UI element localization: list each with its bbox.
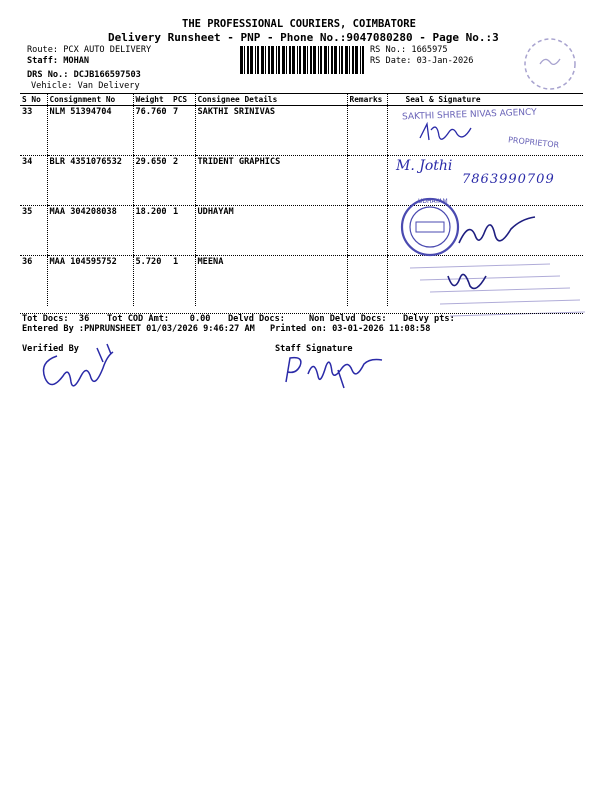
- cell-consignee: MEENA: [195, 256, 347, 306]
- barcode-bar: [360, 46, 361, 74]
- stamp-proprietor: PROPRIETOR: [507, 135, 560, 150]
- barcode-bar: [331, 46, 333, 74]
- cell-consignee: UDHAYAM: [195, 206, 347, 256]
- cell-remarks: [347, 156, 387, 206]
- signature-row33: [415, 118, 495, 146]
- col-remarks: Remarks: [347, 94, 387, 106]
- route-label: Route: PCX AUTO DELIVERY: [27, 45, 152, 55]
- cell-weight: 76.760: [133, 106, 171, 156]
- company-title: THE PROFESSIONAL COURIERS, COIMBATORE: [182, 18, 416, 30]
- cell-sno: 35: [20, 206, 47, 256]
- staff-label: [27, 56, 89, 66]
- col-consignee: Consignee Details: [195, 94, 347, 106]
- barcode-bar: [324, 46, 327, 74]
- barcode-bar: [271, 46, 274, 74]
- barcode-bar: [352, 46, 354, 74]
- tot-cod-amt: Tot COD Amt: 0.00: [107, 314, 211, 324]
- barcode-bar: [282, 46, 285, 74]
- barcode-bar: [261, 46, 264, 74]
- cell-remarks: [347, 106, 387, 156]
- signature-row35: [455, 215, 555, 255]
- cell-consignment: BLR 4351076532: [47, 156, 133, 206]
- barcode-bar: [355, 46, 358, 74]
- handwritten-phone-row34: 7863990709: [462, 172, 555, 187]
- barcode-bar: [299, 46, 301, 74]
- non-delvd-docs: Non Delvd Docs:: [309, 314, 387, 324]
- footer-divider: [20, 313, 583, 314]
- barcode-bar: [286, 46, 287, 74]
- barcode-bar: [303, 46, 306, 74]
- verified-by-signature: [35, 338, 130, 400]
- cell-consignment: NLM 51394704: [47, 106, 133, 156]
- cell-consignee: TRIDENT GRAPHICS: [195, 156, 347, 206]
- cell-consignee: SAKTHI SRINIVAS: [195, 106, 347, 156]
- col-pcs: PCS: [171, 94, 195, 106]
- cell-pcs: 2: [171, 156, 195, 206]
- col-weight: Weight: [133, 94, 171, 106]
- barcode-bar: [313, 46, 316, 74]
- cell-remarks: [347, 206, 387, 256]
- tot-docs: Tot Docs: 36: [22, 314, 90, 324]
- col-sno: S No: [20, 94, 47, 106]
- drs-label: [27, 70, 141, 80]
- barcode-bar: [334, 46, 337, 74]
- barcode-bar: [250, 46, 253, 74]
- barcode-bar: [257, 46, 259, 74]
- barcode-bar: [320, 46, 322, 74]
- handwritten-name-row34: M. Jothi: [396, 158, 453, 174]
- barcode-bar: [255, 46, 256, 74]
- entered-by: Entered By :PNPRUNSHEET 01/03/2026 9:46:27 AM: [22, 324, 255, 334]
- cell-sno: 36: [22, 257, 33, 267]
- delvd-docs: Delvd Docs:: [228, 314, 285, 324]
- stamp-udhayam: UDHAYAM: [418, 198, 448, 205]
- delvy-pts: Delvy pts:: [403, 314, 455, 324]
- cell-sno: 34: [20, 156, 47, 206]
- barcode-bar: [307, 46, 308, 74]
- staff-value: MOHAN: [63, 56, 90, 66]
- cell-pcs: 1: [171, 206, 195, 256]
- barcode-bar: [278, 46, 280, 74]
- barcode-bar: [268, 46, 270, 74]
- cell-consignment: MAA 304208038: [47, 206, 133, 256]
- printed-on: Printed on: 03-01-2026 11:08:58: [270, 324, 431, 334]
- barcode-bar: [292, 46, 295, 74]
- barcode-bar: [265, 46, 266, 74]
- barcode-bar: [339, 46, 340, 74]
- rs-number: RS No.: 1665975: [370, 45, 448, 55]
- barcode-bar: [289, 46, 291, 74]
- cell-consignment: MAA 104595752: [47, 256, 133, 306]
- cell-weight: 29.650: [133, 156, 171, 206]
- barcode-bar: [341, 46, 343, 74]
- cell-weight: 5.720: [133, 256, 171, 306]
- staff-signature: [278, 352, 403, 390]
- col-seal: Seal & Signature: [387, 94, 583, 106]
- cell-sno: 33: [20, 106, 47, 156]
- barcode-bar: [362, 46, 364, 74]
- cell-pcs: 1: [173, 257, 179, 267]
- barcode-bar: [310, 46, 312, 74]
- barcode-bar: [276, 46, 277, 74]
- vehicle-label: Vehicle: Van Delivery: [31, 81, 140, 91]
- staff-key: Staff:: [27, 56, 59, 66]
- barcode-bar: [244, 46, 245, 74]
- barcode-bar: [349, 46, 350, 74]
- barcode-bar: [240, 46, 243, 74]
- barcode-bar: [328, 46, 329, 74]
- cell-weight: 18.200: [133, 206, 171, 256]
- cell-pcs: 7: [171, 106, 195, 156]
- table-header: [20, 94, 583, 106]
- col-consignment: Consignment No: [47, 94, 133, 106]
- barcode-bar: [297, 46, 298, 74]
- verified-by-label: Verified By: [22, 344, 79, 354]
- rs-date: RS Date: 03-Jan-2026: [370, 56, 474, 66]
- staff-signature-label: Staff Signature: [275, 344, 353, 354]
- round-stamp-top: [520, 34, 580, 94]
- drs-key: DRS No.:: [27, 70, 69, 80]
- drs-value: DCJB166597503: [73, 70, 141, 80]
- barcode-bar: [247, 46, 249, 74]
- barcode-bar: [345, 46, 348, 74]
- stamp-sakthi-agency: SAKTHI SHREE NIVAS AGENCY: [401, 107, 537, 123]
- barcode-bar: [318, 46, 319, 74]
- cell-remarks: [347, 256, 387, 306]
- runsheet-subtitle: Delivery Runsheet - PNP - Phone No.:9047080280 - Page No.:3: [108, 31, 499, 44]
- barcode: [240, 46, 366, 74]
